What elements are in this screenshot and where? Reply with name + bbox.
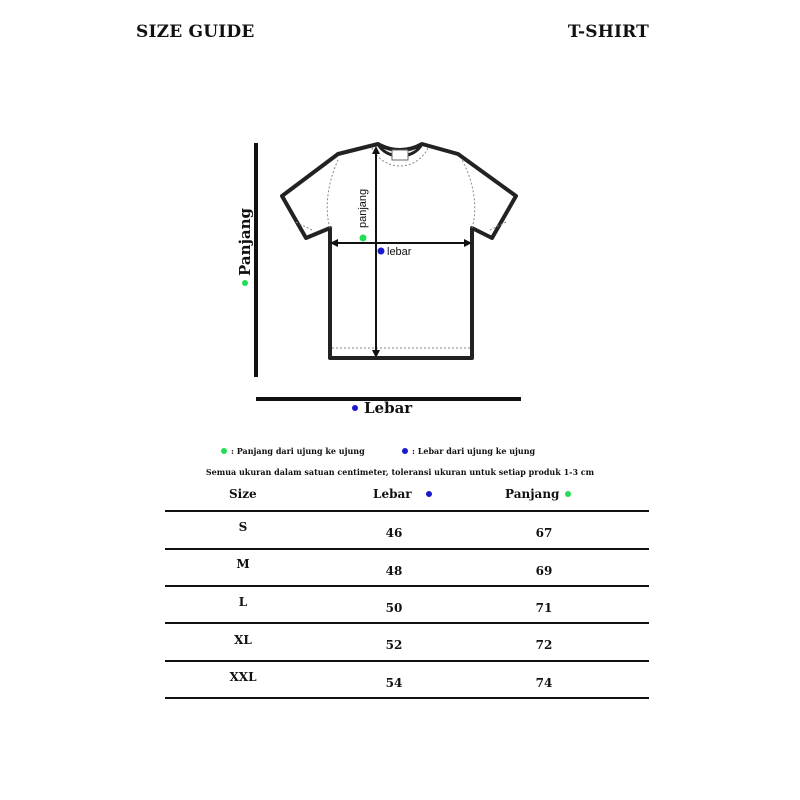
panjang-cell: 72 — [535, 638, 553, 652]
lebar-cell: 46 — [385, 526, 403, 540]
table-rule — [165, 510, 649, 512]
panjang-cell: 71 — [535, 601, 553, 615]
panjang-dimension-label: Panjang — [236, 207, 254, 277]
column-header-panjang — [505, 487, 571, 501]
table-rule — [165, 585, 649, 587]
panjang-dimension-label-group — [233, 172, 257, 322]
lebar-cell: 50 — [385, 601, 403, 615]
panjang-dot-icon — [565, 491, 571, 497]
size-cell: L — [238, 595, 248, 609]
lebar-cell: 48 — [385, 564, 403, 578]
product-type: T-SHIRT — [567, 22, 649, 42]
legend-lebar-text: : Lebar dari ujung ke ujung — [412, 446, 536, 456]
table-row — [0, 520, 800, 540]
lebar-cell: 52 — [385, 638, 403, 652]
size-cell: S — [238, 520, 248, 534]
lebar-dot-icon — [402, 448, 408, 454]
inner-panjang-label: panjang — [357, 188, 369, 228]
table-row — [0, 595, 800, 615]
panjang-dot-icon — [221, 448, 227, 454]
inner-lebar-label: lebar — [387, 246, 412, 258]
size-cell: M — [236, 557, 250, 571]
legend-lebar — [402, 446, 535, 456]
lebar-cell: 54 — [385, 676, 403, 690]
legend-panjang — [221, 446, 365, 456]
lebar-dot-icon — [352, 405, 358, 411]
lebar-dimension-label: Lebar — [364, 399, 413, 417]
table-rule — [165, 622, 649, 624]
table-row — [0, 557, 800, 577]
panjang-cell: 69 — [535, 564, 553, 578]
tshirt-diagram — [270, 138, 530, 368]
lebar-dimension-label-group — [352, 399, 412, 417]
table-row — [0, 670, 800, 690]
page-title: SIZE GUIDE — [136, 22, 255, 42]
table-rule — [165, 697, 649, 699]
legend-panjang-text: : Panjang dari ujung ke ujung — [231, 446, 365, 456]
panjang-cell: 74 — [535, 676, 553, 690]
size-cell: XL — [234, 633, 252, 647]
panjang-dot-icon — [242, 280, 248, 286]
column-header-size-label: Size — [229, 487, 257, 501]
column-header-size — [229, 487, 257, 501]
table-row — [0, 633, 800, 653]
panjang-cell: 67 — [535, 526, 553, 540]
table-rule — [165, 660, 649, 662]
size-cell: XXL — [229, 670, 257, 684]
column-header-panjang-label: Panjang — [505, 487, 560, 501]
measurement-note: Semua ukuran dalam satuan centimeter, toleransi ukuran untuk setiap produk 1-3 cm — [205, 467, 595, 477]
column-header-lebar — [373, 487, 432, 501]
column-header-lebar-label: Lebar — [373, 487, 412, 501]
lebar-dot-icon — [426, 491, 432, 497]
panjang-dot-icon — [360, 235, 367, 242]
table-rule — [165, 548, 649, 550]
lebar-dot-icon — [378, 248, 385, 255]
